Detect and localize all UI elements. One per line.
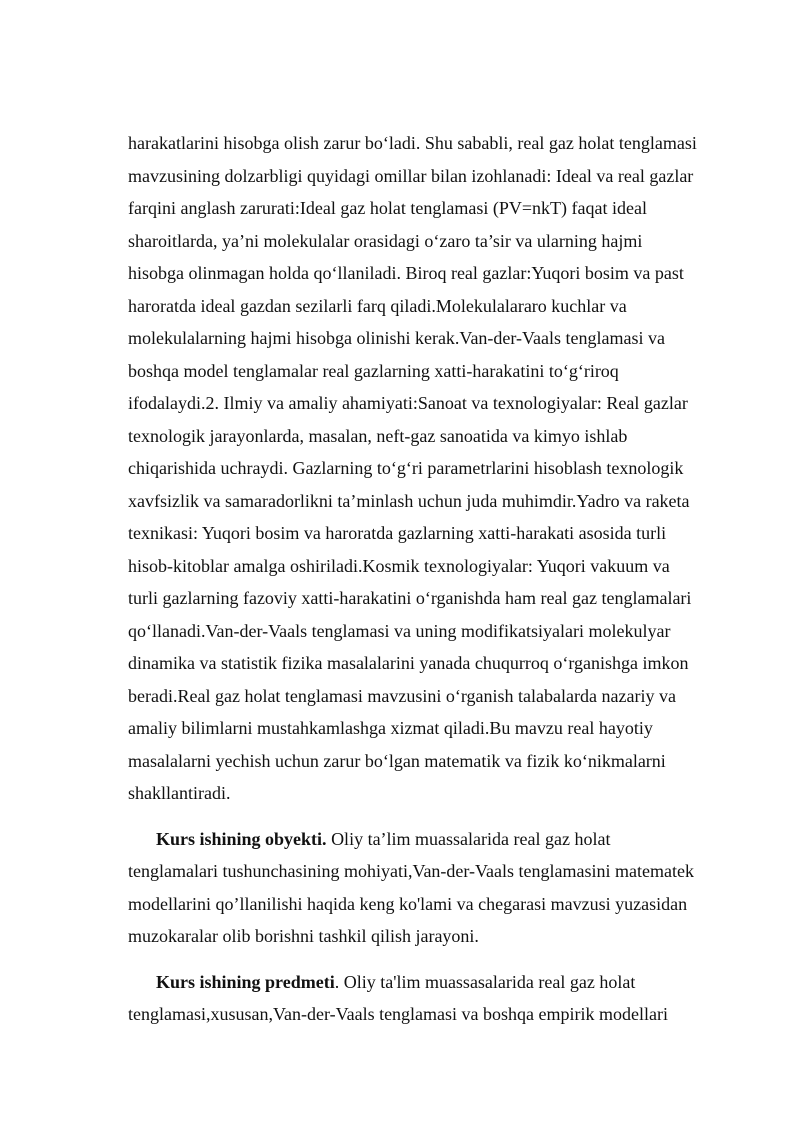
paragraph-spacing — [128, 810, 723, 823]
document-body — [128, 127, 723, 1031]
paragraph-relevance — [128, 127, 723, 810]
text-line: harakatlarini hisobga olish zarur bo‘ladi. Shu sababli, real gaz holat tenglamasi — [128, 133, 697, 153]
text-line: texnikasi: Yuqori bosim va haroratda gazlarning xatti-harakati asosida turli — [128, 523, 667, 543]
text-line: texnologik jarayonlarda, masalan, neft-gaz sanoatida va kimyo ishlab — [128, 425, 628, 446]
paragraph-course-subject — [128, 966, 723, 1031]
text-line: shakllantiradi. — [128, 783, 231, 803]
text-line — [128, 966, 723, 999]
text-line: tenglamalari tushunchasining mohiyati,Van-der-Vaals tenglamasini matematek — [128, 861, 694, 881]
text-run: . Oliy ta'lim muassasalarida real gaz holat — [334, 971, 636, 992]
text-line: ifodalaydi.2. Ilmiy va amaliy ahamiyati:Sanoat va texnologiyalar: Real gazlar — [128, 393, 688, 413]
text-line: hisobga olinmagan holda qo‘llaniladi. Biroq real gazlar:Yuqori bosim va past — [128, 263, 684, 283]
text-line: muzokaralar olib borishni tashkil qilish jarayoni. — [128, 926, 479, 946]
text-line: hisob-kitoblar amalga oshiriladi.Kosmik texnologiyalar: Yuqori vakuum va — [128, 555, 670, 576]
text-line: chiqarishida uchraydi. Gazlarning to‘g‘ri parametrlarini hisoblash texnologik — [128, 458, 684, 478]
paragraph-course-object — [128, 823, 723, 953]
text-line — [128, 823, 723, 856]
text-run: Oliy ta’lim muassalarida real gaz holat — [326, 828, 611, 849]
text-line: amaliy bilimlarni mustahkamlashga xizmat qiladi.Bu mavzu real hayotiy — [128, 718, 653, 738]
text-line: mavzusining dolzarbligi quyidagi omillar bilan izohlanadi: Ideal va real gazlar — [128, 165, 694, 186]
text-line: haroratda ideal gazdan sezilarli farq qiladi.Molekulalararo kuchlar va — [128, 295, 627, 316]
text-line: sharoitlarda, ya’ni molekulalar orasidagi o‘zaro ta’sir va ularning hajmi — [128, 230, 643, 251]
section-heading-subject: Kurs ishining predmeti — [156, 971, 335, 992]
text-line: tenglamasi,xususan,Van-der-Vaals tenglamasi va boshqa empirik modellari — [128, 1004, 668, 1024]
text-line: farqini anglash zarurati:Ideal gaz holat tenglamasi (PV=nkT) faqat ideal — [128, 198, 647, 218]
text-line: xavfsizlik va samaradorlikni ta’minlash uchun juda muhimdir.Yadro va raketa — [128, 490, 690, 511]
paragraph-spacing — [128, 953, 723, 966]
text-line: turli gazlarning fazoviy xatti-harakatini o‘rganishda ham real gaz tenglamalari — [128, 588, 692, 608]
text-line: molekulalarning hajmi hisobga olinishi kerak.Van-der-Vaals tenglamasi va — [128, 328, 665, 348]
section-heading-object: Kurs ishining obyekti. — [156, 828, 327, 849]
text-line: dinamika va statistik fizika masalalarini yanada chuqurroq o‘rganishga imkon — [128, 653, 689, 673]
text-line: modellarini qo’llanilishi haqida keng ko'lami va chegarasi mavzusi yuzasidan — [128, 893, 688, 914]
text-line: boshqa model tenglamalar real gazlarning xatti-harakatini to‘g‘riroq — [128, 360, 619, 381]
text-line: beradi.Real gaz holat tenglamasi mavzusini o‘rganish talabalarda nazariy va — [128, 685, 676, 706]
text-line: masalalarni yechish uchun zarur bo‘lgan matematik va fizik ko‘nikmalarni — [128, 750, 666, 771]
text-line: qo‘llanadi.Van-der-Vaals tenglamasi va uning modifikatsiyalari molekulyar — [128, 620, 671, 641]
